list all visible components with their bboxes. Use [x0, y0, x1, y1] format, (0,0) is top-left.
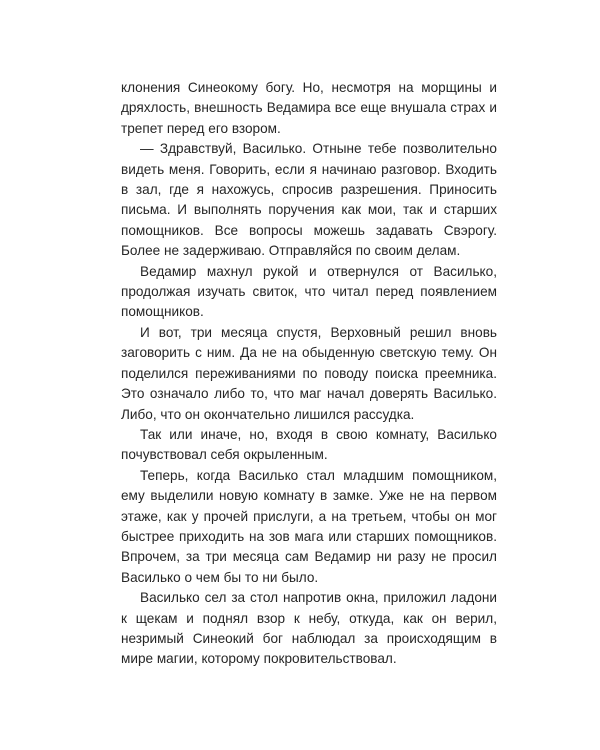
paragraph: Ведамир махнул рукой и отвернулся от Василько, продолжая изучать свиток, что читал перед появлением помощников. [121, 263, 497, 320]
paragraph: И вот, три месяца спустя, Верховный решил вновь заговорить с ним. Да не на обыденную светскую тему. Он поделился переживаниями по поводу поиска преемника. Это означало либо то, что маг начал доверять Василько. Либо, что он окончательно лишился рассудка. [121, 324, 497, 422]
paragraph: Теперь, когда Василько стал младшим помощником, ему выделили новую комнату в замке. Уже не на первом этаже, как у прочей прислуги, а на третьем, чтобы он мог быстрее приходить на зов мага или старших помощников. Впрочем, за три месяца сам Ведамир ни разу не просил Василько о чем бы то ни было. [121, 467, 497, 585]
paragraph: клонения Синеокому богу. Но, несмотря на морщины и дряхлость, внешность Ведамира все еще внушала страх и трепет перед его взором. [121, 80, 497, 136]
body-text [121, 78, 497, 670]
paragraph: Так или иначе, но, входя в свою комнату, Василько почувствовал себя окрыленным. [121, 426, 497, 463]
paragraph: Василько сел за стол напротив окна, приложил ладони к щекам и поднял взор к небу, откуда, как он верил, незримый Синеокий бог наблюдал за происходящим в мире магии, которому покровительствовал. [121, 590, 497, 667]
paragraph: — Здравствуй, Василько. Отныне тебе позволительно видеть меня. Говорить, если я начинаю разговор. Входить в зал, где я нахожусь, спросив разрешения. Приносить письма. И выполнять поручения как мои, так и старших помощников. Все вопросы можешь задавать Свэрогу. Более не задерживаю. Отправляйся по своим делам. [121, 141, 497, 259]
